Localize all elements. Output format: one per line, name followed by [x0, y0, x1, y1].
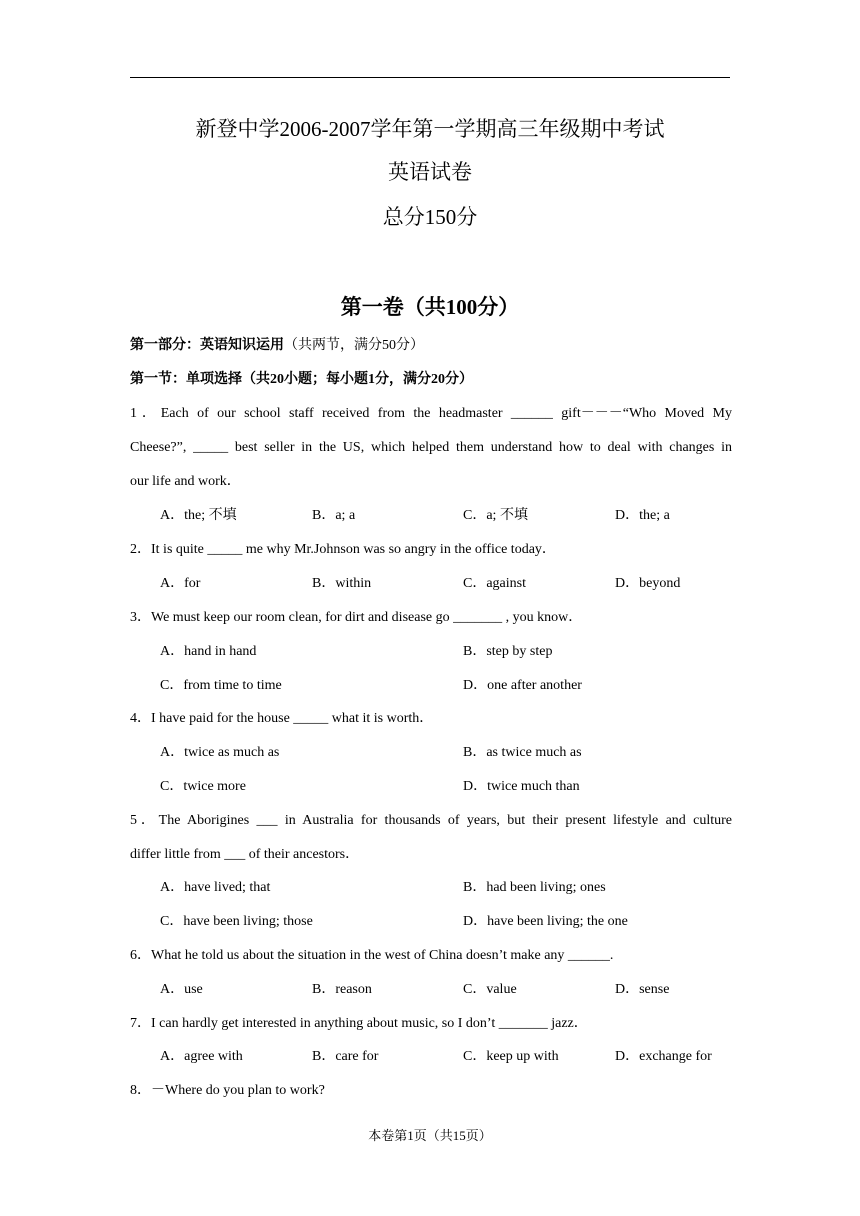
q7-option-b: B．care for: [312, 1049, 379, 1064]
subsection-heading: 第一节：单项选择（共20小题；每小题1分，满分20分）: [130, 372, 473, 387]
page-footer: 本卷第1页（共15页）: [368, 1128, 492, 1143]
section-title: 第一卷（共100分）: [340, 295, 520, 319]
q7-option-a: A．agree with: [160, 1049, 243, 1064]
exam-subject: 英语试卷: [388, 160, 472, 184]
q1-option-d: D．the; a: [615, 508, 670, 523]
q3-option-b: B．step by step: [463, 644, 553, 659]
q6-option-d: D．sense: [615, 982, 670, 997]
exam-total-score: 总分150分: [382, 205, 478, 229]
q3-option-d: D．one after another: [463, 678, 582, 693]
q7-option-c: C．keep up with: [463, 1049, 559, 1064]
question-1-line-2: Cheese?”, _____ best seller in the US, which helped them understand how to deal with changes in: [130, 440, 732, 455]
header-rule: [130, 77, 730, 78]
q1-option-b: B．a; a: [312, 508, 356, 523]
q4-option-a: A．twice as much as: [160, 745, 280, 760]
question-3: 3．We must keep our room clean, for dirt and disease go _______ , you know．: [130, 610, 583, 625]
q2-option-d: D．beyond: [615, 576, 681, 591]
q6-option-c: C．value: [463, 982, 517, 997]
question-8: 8．－Where do you plan to work?: [130, 1083, 325, 1098]
question-2: 2．It is quite _____ me why Mr.Johnson was so angry in the office today．: [130, 542, 556, 557]
question-7: 7．I can hardly get interested in anything about music, so I don’t _______ jazz．: [130, 1016, 588, 1031]
q1-option-a: A．the; 不填: [160, 508, 237, 523]
q3-option-c: C．from time to time: [160, 678, 282, 693]
q5-option-d: D．have been living; the one: [463, 914, 628, 929]
q5-option-a: A．have lived; that: [160, 880, 271, 895]
q6-option-b: B．reason: [312, 982, 372, 997]
question-6: 6．What he told us about the situation in the west of China doesn’t make any ______.: [130, 948, 614, 963]
q4-option-c: C．twice more: [160, 779, 246, 794]
q7-option-d: D．exchange for: [615, 1049, 712, 1064]
q5-option-b: B．had been living; ones: [463, 880, 606, 895]
part-heading-bold: 第一部分：英语知识运用: [130, 338, 284, 353]
part-heading: [130, 337, 424, 355]
q2-option-a: A．for: [160, 576, 201, 591]
q4-option-d: D．twice much than: [463, 779, 580, 794]
question-5-line-1: 5．The Aborigines ___ in Australia for thousands of years, but their present lifestyle and culture: [130, 813, 732, 828]
question-1-line-1: 1．Each of our school staff received from the headmaster ______ gift－－－“Who Moved My: [130, 406, 732, 421]
question-5-line-2: differ little from ___ of their ancestors．: [130, 847, 360, 862]
question-4: 4．I have paid for the house _____ what it is worth．: [130, 711, 434, 726]
part-heading-note: （共两节，满分50分）: [284, 338, 424, 353]
q4-option-b: B．as twice much as: [463, 745, 582, 760]
q3-option-a: A．hand in hand: [160, 644, 257, 659]
q2-option-c: C．against: [463, 576, 526, 591]
exam-title: 新登中学2006-2007学年第一学期高三年级期中考试: [195, 117, 665, 141]
q6-option-a: A．use: [160, 982, 203, 997]
q2-option-b: B．within: [312, 576, 372, 591]
q5-option-c: C．have been living; those: [160, 914, 313, 929]
q1-option-c: C．a; 不填: [463, 508, 528, 523]
question-1-line-3: our life and work．: [130, 474, 241, 489]
